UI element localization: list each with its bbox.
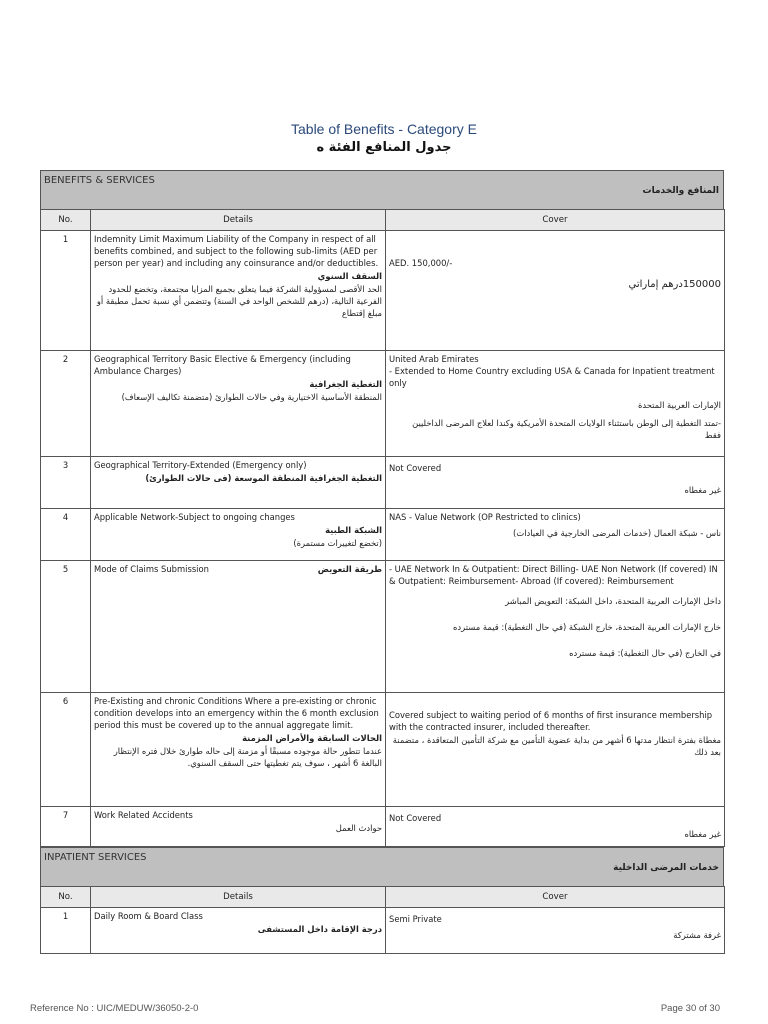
column-header-no: No. <box>41 210 91 231</box>
details-arabic: الحد الأقصى لمسؤولية الشركة فيما يتعلق بجميع المزايا مجتمعة، وتخضع للحدود الفرعية التالية، (درهم للشخص الواحد في السنة) وتتضمن أي نسبة تحمل مطبقة أو مبلغ إقتطاع <box>96 284 382 318</box>
details-english: Pre-Existing and chronic Conditions Where a pre-existing or chronic condition develops into an emergency within the 6 month exclusion period this must be covered up to the annual aggregate limit. <box>94 696 379 730</box>
row-cover <box>386 457 725 509</box>
row-cover <box>386 693 725 807</box>
table-row <box>41 908 725 954</box>
row-number: 5 <box>41 561 91 693</box>
row-number: 6 <box>41 693 91 807</box>
table-row <box>41 693 725 807</box>
table-header-row <box>41 210 725 231</box>
details-english: Indemnity Limit Maximum Liability of the Company in respect of all benefits combined, and subject to the following sub-limits (AED per person per year) and including any coinsurance and/or deductibles. <box>94 234 379 268</box>
row-cover <box>386 231 725 351</box>
section-heading-arabic: خدمات المرضى الداخلية <box>613 863 719 873</box>
cover-arabic: غير مغطاه <box>684 485 721 495</box>
details-arabic: (تخضع لتغييرات مستمرة) <box>293 538 382 548</box>
row-details <box>91 908 386 954</box>
cover-arabic-3: في الخارج (في حال التغطية): قيمة مسترده <box>569 648 721 658</box>
table-row <box>41 231 725 351</box>
table-row <box>41 509 725 561</box>
column-header-details: Details <box>91 887 386 908</box>
row-cover <box>386 351 725 457</box>
details-english: Geographical Territory Basic Elective & Emergency (including Ambulance Charges) <box>94 354 351 376</box>
details-arabic: عندما تتطور حالة موجوده مسبقًا أو مزمنة إلى حاله طوارئ خلال فتره الإنتظار البالغة 6 أشهر ، سوف يتم تغطيتها حتى السقف السنوي. <box>113 746 382 768</box>
row-number: 1 <box>41 908 91 954</box>
cover-arabic: 150000درهم إماراتي <box>628 279 721 290</box>
cover-english: United Arab Emirates - Extended to Home Country excluding USA & Canada for Inpatient treatment only <box>389 354 715 388</box>
section-heading: BENEFITS & SERVICES <box>44 175 155 186</box>
cover-english: - UAE Network In & Outpatient: Direct Billing- UAE Non Network (If covered) IN & Outpatient: Reimbursement- Abroad (If covered): Reimbursement <box>389 564 718 586</box>
details-arabic-title: التغطية الجغرافية المنطقة الموسعة (فى حالات الطوارئ) <box>145 473 382 483</box>
cover-english: AED. 150,000/- <box>389 258 453 268</box>
details-english: Daily Room & Board Class <box>94 911 203 921</box>
row-number: 4 <box>41 509 91 561</box>
row-number: 2 <box>41 351 91 457</box>
section-heading: INPATIENT SERVICES <box>44 852 147 863</box>
details-arabic-title: الشبكة الطبية <box>325 525 382 535</box>
page-number: Page 30 of 30 <box>660 1003 720 1014</box>
table-row <box>41 561 725 693</box>
row-details <box>91 693 386 807</box>
inpatient-table <box>40 886 725 954</box>
cover-arabic: غرفة مشتركة <box>673 930 721 940</box>
column-header-details: Details <box>91 210 386 231</box>
row-number: 1 <box>41 231 91 351</box>
row-details <box>91 807 386 847</box>
row-details <box>91 351 386 457</box>
section-header-inpatient <box>40 847 724 886</box>
cover-arabic-extended: -تمتد التغطية إلى الوطن باستثناء الولايات المتحدة الأمريكية وكندا لعلاج المرضى الداخليين فقط <box>412 418 721 440</box>
benefits-table <box>40 209 725 847</box>
cover-arabic-2: خارج الإمارات العربية المتحدة، خارج الشبكة (في حال التغطية): قيمة مسترده <box>453 622 721 632</box>
cover-arabic: داخل الإمارات العربية المتحدة، داخل الشبكة: التعويض المباشر <box>505 596 721 606</box>
table-header-row <box>41 887 725 908</box>
row-details <box>91 231 386 351</box>
row-cover <box>386 561 725 693</box>
details-english: Mode of Claims Submission <box>94 564 209 574</box>
reference-number: Reference No : UIC/MEDUW/36050-2-0 <box>30 1003 199 1014</box>
details-english: Work Related Accidents <box>94 810 193 820</box>
details-english: Geographical Territory-Extended (Emergency only) <box>94 460 307 470</box>
details-arabic-title: السقف السنوي <box>317 271 382 281</box>
section-header-benefits <box>40 170 724 209</box>
details-arabic-title: الحالات السابقة والأمراض المزمنة <box>242 733 382 743</box>
cover-english: Covered subject to waiting period of 6 months of first insurance membership with the contracted insurer, included thereafter. <box>389 710 713 732</box>
table-row <box>41 457 725 509</box>
row-cover <box>386 908 725 954</box>
details-english: Applicable Network-Subject to ongoing changes <box>94 512 295 522</box>
row-cover <box>386 509 725 561</box>
row-number: 3 <box>41 457 91 509</box>
row-details <box>91 561 386 693</box>
cover-arabic: غير مغطاه <box>684 829 721 839</box>
column-header-cover: Cover <box>386 887 725 908</box>
page-title: Table of Benefits - Category E <box>291 121 477 137</box>
details-arabic: حوادث العمل <box>335 823 382 833</box>
column-header-no: No. <box>41 887 91 908</box>
row-details <box>91 457 386 509</box>
cover-arabic: ناس - شبكة العمال (خدمات المرضى الخارجية في العيادات) <box>513 528 721 538</box>
cover-english: NAS - Value Network (OP Restricted to clinics) <box>389 512 581 522</box>
row-details <box>91 509 386 561</box>
cover-english: Not Covered <box>389 463 442 473</box>
details-arabic-title: طريقة التعويض <box>317 564 382 574</box>
column-header-cover: Cover <box>386 210 725 231</box>
details-arabic: المنطقة الأساسية الاختيارية وفي حالات الطوارئ (متضمنة تكاليف الإسعاف) <box>121 392 382 402</box>
details-arabic-title: درجة الإقامة داخل المستشفى <box>257 924 382 934</box>
table-row <box>41 351 725 457</box>
details-arabic-title: التغطية الجغرافية <box>309 379 382 389</box>
cover-arabic: مغطاة بفترة انتظار مدتها 6 أشهر من بداية عضوية التأمين مع شركة التأمين المتعاقدة ، متضمنة بعد ذلك <box>392 735 721 757</box>
table-row <box>41 807 725 847</box>
row-number: 7 <box>41 807 91 847</box>
row-cover <box>386 807 725 847</box>
benefits-document <box>40 170 724 954</box>
cover-arabic: الإمارات العربية المتحدة <box>637 400 721 410</box>
cover-english: Semi Private <box>389 914 442 924</box>
section-heading-arabic: المنافع والخدمات <box>642 186 719 196</box>
cover-english: Not Covered <box>389 813 442 823</box>
page-title-arabic: جدول المنافع الفئة ه <box>316 140 452 155</box>
